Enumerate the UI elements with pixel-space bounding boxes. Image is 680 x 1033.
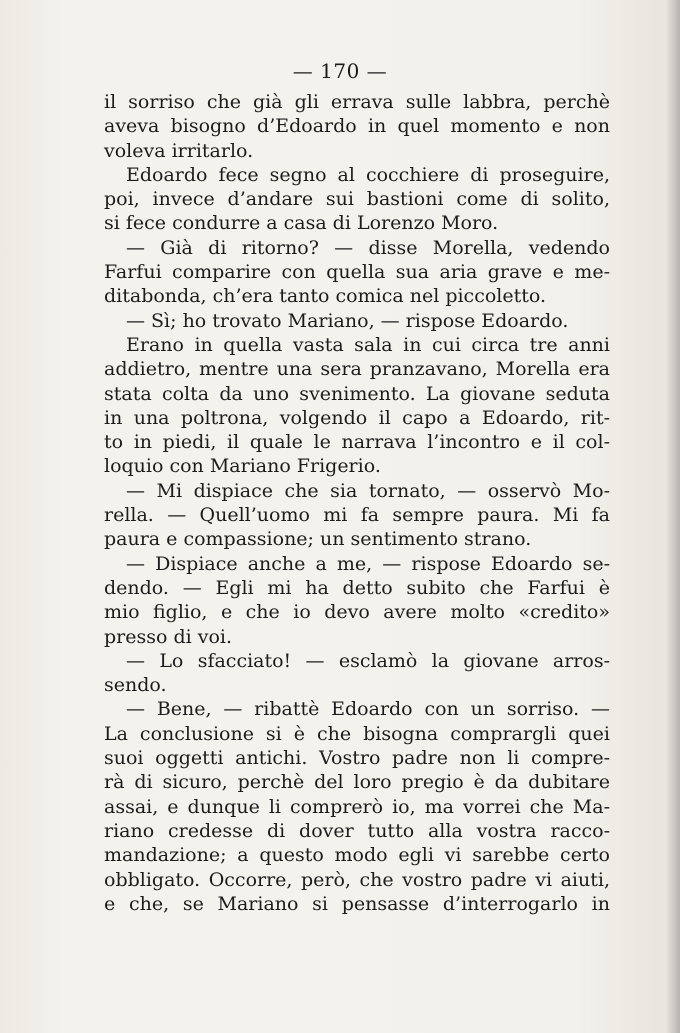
text-line: — Mi dispiace che sia tornato, — osservò Mo- <box>126 479 610 502</box>
text-line: poi, invece d’andare sui bastioni come di solito, <box>104 188 610 211</box>
text-line: La conclusione si è che bisogna comprargli quei <box>104 722 610 745</box>
page-number: — 170 — <box>292 59 388 83</box>
text-line: rà di sicuro, perchè del loro pregio è da dubitare <box>104 771 610 794</box>
text-line: assai, e dunque li comprerò io, ma vorrei che Ma- <box>104 795 610 818</box>
text-line: Erano in quella vasta sala in cui circa tre anni <box>126 333 610 356</box>
text-line: presso di voi. <box>104 625 233 648</box>
text-line: loquio con Mariano Frigerio. <box>104 455 381 478</box>
body-text <box>104 90 610 916</box>
text-line: mio figlio, e che io devo avere molto «credito» <box>104 601 610 624</box>
text-line: si fece condurre a casa di Lorenzo Moro. <box>104 212 499 235</box>
text-line: aveva bisogno d’Edoardo in quel momento e non <box>104 115 610 138</box>
text-line: in una poltrona, volgendo il capo a Edoardo, rit- <box>104 406 610 429</box>
text-line: voleva irritarlo. <box>104 139 254 162</box>
text-line: e che, se Mariano si pensasse d’interrogarlo in <box>104 892 610 915</box>
text-line: obbligato. Occorre, però, che vostro padre vi aiuti, <box>104 868 610 891</box>
text-line: paura e compassione; un sentimento strano. <box>104 528 532 551</box>
text-line: dendo. — Egli mi ha detto subito che Farfui è <box>104 576 610 599</box>
text-line: sendo. <box>104 674 167 697</box>
text-line: suoi oggetti antichi. Vostro padre non li compre- <box>104 747 610 770</box>
text-line: riano credesse di dover tutto alla vostra racco- <box>104 819 610 842</box>
text-line: mandazione; a questo modo egli vi sarebbe certo <box>104 844 610 867</box>
text-line: — Bene, — ribattè Edoardo con un sorriso. — <box>126 698 610 721</box>
text-line: to in piedi, il quale le narrava l’incontro e il col- <box>104 431 610 454</box>
text-line: stata colta da uno svenimento. La giovane seduta <box>104 382 610 405</box>
text-line: rella. — Quell’uomo mi fa sempre paura. Mi fa <box>104 504 610 527</box>
text-line: addietro, mentre una sera pranzavano, Morella era <box>104 358 610 381</box>
text-line: — Lo sfacciato! — esclamò la giovane arros- <box>126 649 610 672</box>
text-line: — Dispiace anche a me, — rispose Edoardo se- <box>126 552 610 575</box>
text-line: — Sì; ho trovato Mariano, — rispose Edoardo. <box>126 309 569 332</box>
text-line: — Già di ritorno? — disse Morella, vedendo <box>126 236 610 259</box>
text-line: Farfui comparire con quella sua aria grave e me- <box>104 261 610 284</box>
text-line: ditabonda, ch’era tanto comica nel piccoletto. <box>104 285 547 308</box>
text-line: Edoardo fece segno al cocchiere di proseguire, <box>126 163 610 186</box>
text-line: il sorriso che già gli errava sulle labbra, perchè <box>104 91 610 113</box>
